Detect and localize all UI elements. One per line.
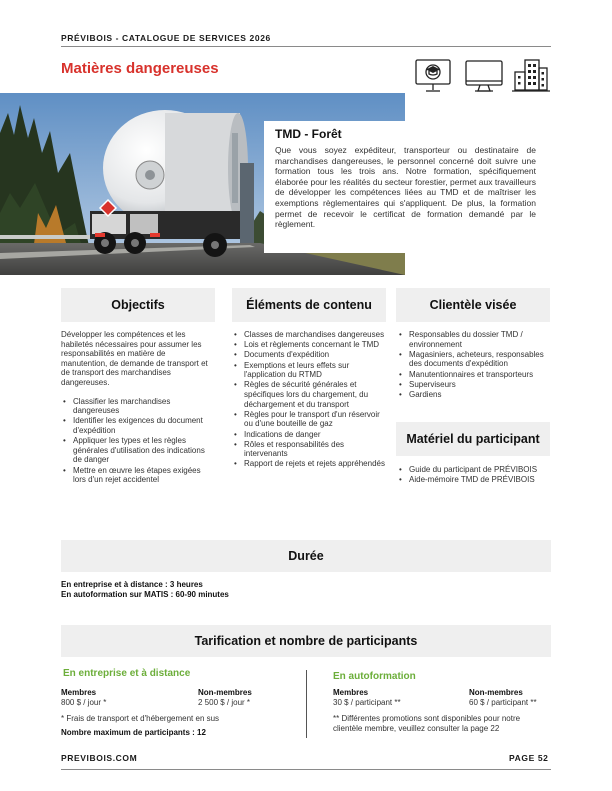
list-item: • Rôles et responsabilités des intervenants xyxy=(232,440,387,459)
objectives-column xyxy=(61,330,213,485)
max-participants: Nombre maximum de participants : 12 xyxy=(61,728,206,737)
list-item: • Indications de danger xyxy=(232,430,387,440)
material-list xyxy=(397,465,552,485)
list-item: • Guide du participant de PRÉVIBOIS xyxy=(397,465,552,475)
onsite-members-label: Membres xyxy=(61,688,97,697)
online-training-icon xyxy=(413,56,453,96)
audience-heading: Clientèle visée xyxy=(396,288,550,322)
list-item: • Responsables du dossier TMD / environnement xyxy=(397,330,549,349)
company-building-icon xyxy=(511,56,551,96)
duration-details xyxy=(61,580,229,600)
content-column xyxy=(232,330,387,470)
course-title: TMD - Forêt xyxy=(275,127,342,141)
list-item: • Exemptions et leurs effets sur l'application du RTMD xyxy=(232,361,387,380)
list-item: • Classifier les marchandises dangereuses xyxy=(61,397,213,416)
list-item: • Règles pour le transport d'un réservoir ou d'une bouteille de gaz xyxy=(232,410,387,429)
pricing-heading: Tarification et nombre de participants xyxy=(61,625,551,657)
selfpaced-nonmembers-label: Non-membres xyxy=(469,688,523,697)
duration-heading: Durée xyxy=(61,540,551,572)
list-item: • Règles de sécurité générales et spécifiques lors du chargement, du déchargement et du transport xyxy=(232,380,387,409)
list-item: • Identifier les exigences du document d'expédition xyxy=(61,416,213,435)
intro-card xyxy=(264,121,546,253)
selfpaced-members-price: 30 $ / participant ** xyxy=(333,698,401,707)
catalog-header-label: PRÉVIBOIS - CATALOGUE DE SERVICES 2026 xyxy=(61,33,271,43)
onsite-nonmembers-label: Non-membres xyxy=(198,688,252,697)
onsite-members-price: 800 $ / jour * xyxy=(61,698,107,707)
selfpaced-members-label: Membres xyxy=(333,688,369,697)
audience-list xyxy=(397,330,549,400)
header-divider xyxy=(61,46,551,47)
objectives-heading: Objectifs xyxy=(61,288,215,322)
audience-column xyxy=(397,330,549,400)
list-item: • Magasiniers, acheteurs, responsables des documents d'expédition xyxy=(397,350,549,369)
section-title: Matières dangereuses xyxy=(61,60,219,77)
onsite-pricing-title: En entreprise et à distance xyxy=(63,668,191,679)
list-item: • Documents d'expédition xyxy=(232,350,387,360)
footer-site: PREVIBOIS.COM xyxy=(61,753,138,763)
selfpaced-pricing-title: En autoformation xyxy=(333,671,416,682)
list-item: • Manutentionnaires et transporteurs xyxy=(397,370,549,380)
list-item: • Rapport de rejets et rejets appréhendés xyxy=(232,459,387,469)
footer-divider xyxy=(61,769,551,770)
list-item: • Classes de marchandises dangereuses xyxy=(232,330,387,340)
duration-line: En autoformation sur MATIS : 60-90 minutes xyxy=(61,590,229,599)
onsite-nonmembers-price: 2 500 $ / jour * xyxy=(198,698,251,707)
duration-line: En entreprise et à distance : 3 heures xyxy=(61,580,203,589)
list-item: • Superviseurs xyxy=(397,380,549,390)
list-item: • Gardiens xyxy=(397,390,549,400)
objectives-list xyxy=(61,397,213,485)
list-item: • Aide-mémoire TMD de PRÉVIBOIS xyxy=(397,475,552,485)
pricing-divider xyxy=(306,670,307,738)
content-heading: Éléments de contenu xyxy=(232,288,386,322)
list-item: • Lois et règlements concernant le TMD xyxy=(232,340,387,350)
course-description: Que vous soyez expéditeur, transporteur ou destinataire de marchandises dangereuses, le personnel concerné doit suivre une formation tous les trois ans. Notre formation, spécifiquement élaborée pour les réalités du secteur forestier, permet aux travailleurs de développer les compétences liées au TMD et de maîtriser les exemptions règlementaires qui s'appliquent. De plus, la formation permet de recevoir le certificat de formation demandé par le règlement. xyxy=(275,145,536,230)
selfpaced-promo-note: ** Différentes promotions sont disponibles pour notre clientèle membre, veuillez consulter la page 22 xyxy=(333,714,521,733)
content-list xyxy=(232,330,387,469)
list-item: • Mettre en œuvre les étapes exigées lors d'un rejet accidentel xyxy=(61,466,213,485)
material-heading: Matériel du participant xyxy=(396,422,550,456)
onsite-fees-note: * Frais de transport et d'hébergement en sus xyxy=(61,714,220,723)
page-number: PAGE 52 xyxy=(509,753,549,763)
list-item: • Appliquer les types et les règles générales d'utilisation des indications de danger xyxy=(61,436,213,465)
objectives-description: Développer les compétences et les habiletés nécessaires pour assumer les responsabilités en matière de manutention, de demande de transport et de transport des marchandises dangereuses. xyxy=(61,330,208,387)
material-column xyxy=(397,465,552,485)
selfpaced-nonmembers-price: 60 $ / participant ** xyxy=(469,698,537,707)
computer-monitor-icon xyxy=(464,56,504,96)
